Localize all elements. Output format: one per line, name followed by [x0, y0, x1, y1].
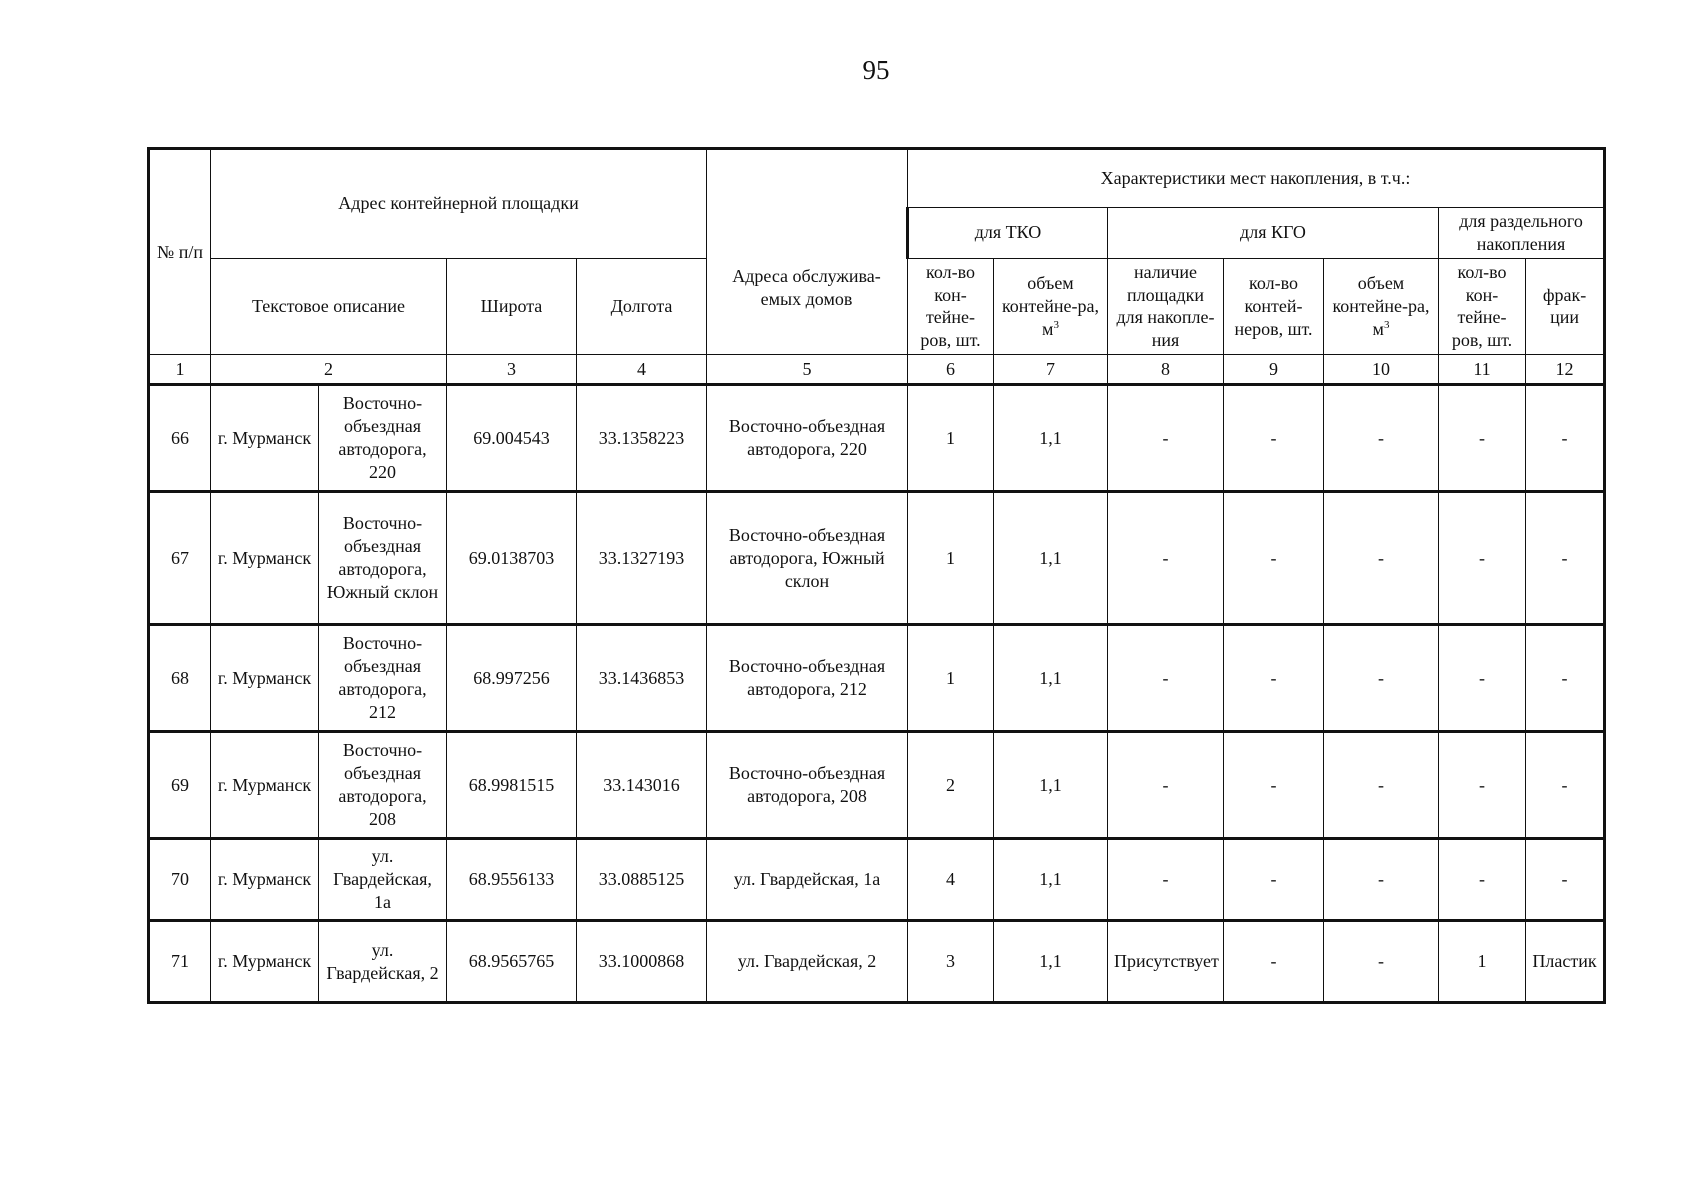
column-number: 7 — [994, 355, 1108, 385]
cell-latitude: 68.9981515 — [447, 732, 577, 839]
table-row — [149, 625, 1605, 732]
table-row — [149, 732, 1605, 839]
cell-sep-count: - — [1439, 839, 1526, 921]
cell-city: г. Мурманск — [211, 492, 319, 625]
cell-city: г. Мурманск — [211, 732, 319, 839]
cell-sep-count: - — [1439, 625, 1526, 732]
header-text-description: Текстовое описание — [211, 258, 447, 354]
cell-no: 69 — [149, 732, 211, 839]
header-kgo-count: кол-во контей-неров, шт. — [1224, 258, 1324, 354]
cell-sep-fractions: - — [1526, 839, 1605, 921]
cell-sep-count: - — [1439, 732, 1526, 839]
cell-kgo-count: - — [1224, 385, 1324, 492]
cell-sep-fractions: - — [1526, 385, 1605, 492]
column-number: 8 — [1108, 355, 1224, 385]
column-number: 12 — [1526, 355, 1605, 385]
cell-city: г. Мурманск — [211, 625, 319, 732]
cell-sep-fractions: - — [1526, 492, 1605, 625]
cell-street: Восточно-объездная автодорога, 208 — [319, 732, 447, 839]
column-number: 5 — [707, 355, 908, 385]
column-number: 9 — [1224, 355, 1324, 385]
header-kgo-volume: объем контейне-ра, $м^3$ — [1324, 258, 1439, 354]
cell-longitude: 33.0885125 — [577, 839, 707, 921]
cell-city: г. Мурманск — [211, 921, 319, 1003]
table-row — [149, 492, 1605, 625]
page-number: 95 — [862, 55, 890, 85]
cell-longitude: 33.143016 — [577, 732, 707, 839]
cell-street: Восточно-объездная автодорога, 212 — [319, 625, 447, 732]
header-for-tko: для ТКО — [908, 208, 1108, 259]
cell-sep-count: - — [1439, 385, 1526, 492]
cell-city: г. Мурманск — [211, 385, 319, 492]
cell-kgo-count: - — [1224, 625, 1324, 732]
cell-kgo-volume: - — [1324, 625, 1439, 732]
table-body — [149, 385, 1605, 1003]
cell-longitude: 33.1358223 — [577, 385, 707, 492]
cell-kgo-count: - — [1224, 492, 1324, 625]
table-row — [149, 921, 1605, 1003]
column-number: 2 — [211, 355, 447, 385]
header-for-kgo: для КГО — [1108, 208, 1439, 259]
cell-no: 70 — [149, 839, 211, 921]
cell-kgo-site: - — [1108, 385, 1224, 492]
cell-no: 67 — [149, 492, 211, 625]
cell-tko-count: 1 — [908, 625, 994, 732]
cell-street: ул. Гвардейская, 2 — [319, 921, 447, 1003]
cell-sep-count: 1 — [1439, 921, 1526, 1003]
cell-kgo-volume: - — [1324, 921, 1439, 1003]
header-tko-volume: объем контейне-ра, $м^3$ — [994, 258, 1108, 354]
cell-street: Восточно-объездная автодорога, Южный склон — [319, 492, 447, 625]
cell-tko-volume: 1,1 — [994, 921, 1108, 1003]
cell-kgo-site: - — [1108, 625, 1224, 732]
cell-no: 66 — [149, 385, 211, 492]
cell-kgo-volume: - — [1324, 385, 1439, 492]
header-kgo-site: наличие площадки для накопле-ния — [1108, 258, 1224, 354]
column-number: 6 — [908, 355, 994, 385]
cell-city: г. Мурманск — [211, 839, 319, 921]
cell-street: ул. Гвардейская, 1а — [319, 839, 447, 921]
cell-served-houses: Восточно-объездная автодорога, 208 — [707, 732, 908, 839]
column-number: 1 — [149, 355, 211, 385]
cell-kgo-count: - — [1224, 839, 1324, 921]
cell-tko-count: 2 — [908, 732, 994, 839]
cell-served-houses: Восточно-объездная автодорога, Южный склон — [707, 492, 908, 625]
cell-sep-count: - — [1439, 492, 1526, 625]
cell-tko-volume: 1,1 — [994, 839, 1108, 921]
header-latitude: Широта — [447, 258, 577, 354]
cell-longitude: 33.1000868 — [577, 921, 707, 1003]
cell-tko-count: 1 — [908, 492, 994, 625]
cell-served-houses: Восточно-объездная автодорога, 212 — [707, 625, 908, 732]
cell-longitude: 33.1327193 — [577, 492, 707, 625]
cell-latitude: 69.0138703 — [447, 492, 577, 625]
cell-kgo-volume: - — [1324, 839, 1439, 921]
table-row — [149, 839, 1605, 921]
cell-latitude: 68.9565765 — [447, 921, 577, 1003]
cell-served-houses: ул. Гвардейская, 2 — [707, 921, 908, 1003]
cell-tko-volume: 1,1 — [994, 625, 1108, 732]
cell-sep-fractions: - — [1526, 732, 1605, 839]
header-sep-count: кол-во кон-тейне-ров, шт. — [1439, 258, 1526, 354]
cell-kgo-count: - — [1224, 921, 1324, 1003]
cell-no: 71 — [149, 921, 211, 1003]
cell-kgo-volume: - — [1324, 732, 1439, 839]
cell-kgo-site: - — [1108, 839, 1224, 921]
cell-sep-fractions: Пластик — [1526, 921, 1605, 1003]
cell-tko-volume: 1,1 — [994, 732, 1108, 839]
cell-served-houses: ул. Гвардейская, 1а — [707, 839, 908, 921]
cell-kgo-site: - — [1108, 492, 1224, 625]
cell-tko-count: 4 — [908, 839, 994, 921]
cell-latitude: 68.9556133 — [447, 839, 577, 921]
cell-kgo-count: - — [1224, 732, 1324, 839]
header-longitude: Долгота — [577, 258, 707, 354]
header-container-site-address: Адрес контейнерной площадки — [211, 149, 707, 259]
container-sites-table — [147, 147, 1606, 1004]
cell-served-houses: Восточно-объездная автодорога, 220 — [707, 385, 908, 492]
cell-kgo-site: - — [1108, 732, 1224, 839]
cell-tko-volume: 1,1 — [994, 492, 1108, 625]
cell-longitude: 33.1436853 — [577, 625, 707, 732]
cell-tko-volume: 1,1 — [994, 385, 1108, 492]
column-number: 11 — [1439, 355, 1526, 385]
column-number: 3 — [447, 355, 577, 385]
cell-sep-fractions: - — [1526, 625, 1605, 732]
cell-tko-count: 1 — [908, 385, 994, 492]
cell-tko-count: 3 — [908, 921, 994, 1003]
cell-latitude: 69.004543 — [447, 385, 577, 492]
table-row — [149, 385, 1605, 492]
header-for-separate: для раздельного накопления — [1439, 208, 1605, 259]
column-number: 10 — [1324, 355, 1439, 385]
cell-latitude: 68.997256 — [447, 625, 577, 732]
cell-kgo-volume: - — [1324, 492, 1439, 625]
header-served-houses: Адреса обслужива-емых домов — [707, 149, 908, 355]
column-number: 4 — [577, 355, 707, 385]
header-tko-count: кол-во кон-тейне-ров, шт. — [908, 258, 994, 354]
cell-street: Восточно-объездная автодорога, 220 — [319, 385, 447, 492]
cell-no: 68 — [149, 625, 211, 732]
cell-kgo-site: Присутствует — [1108, 921, 1224, 1003]
header-characteristics: Характеристики мест накопления, в т.ч.: — [908, 149, 1605, 208]
header-sep-fractions: фрак-ции — [1526, 258, 1605, 354]
header-no: № п/п — [149, 149, 211, 355]
